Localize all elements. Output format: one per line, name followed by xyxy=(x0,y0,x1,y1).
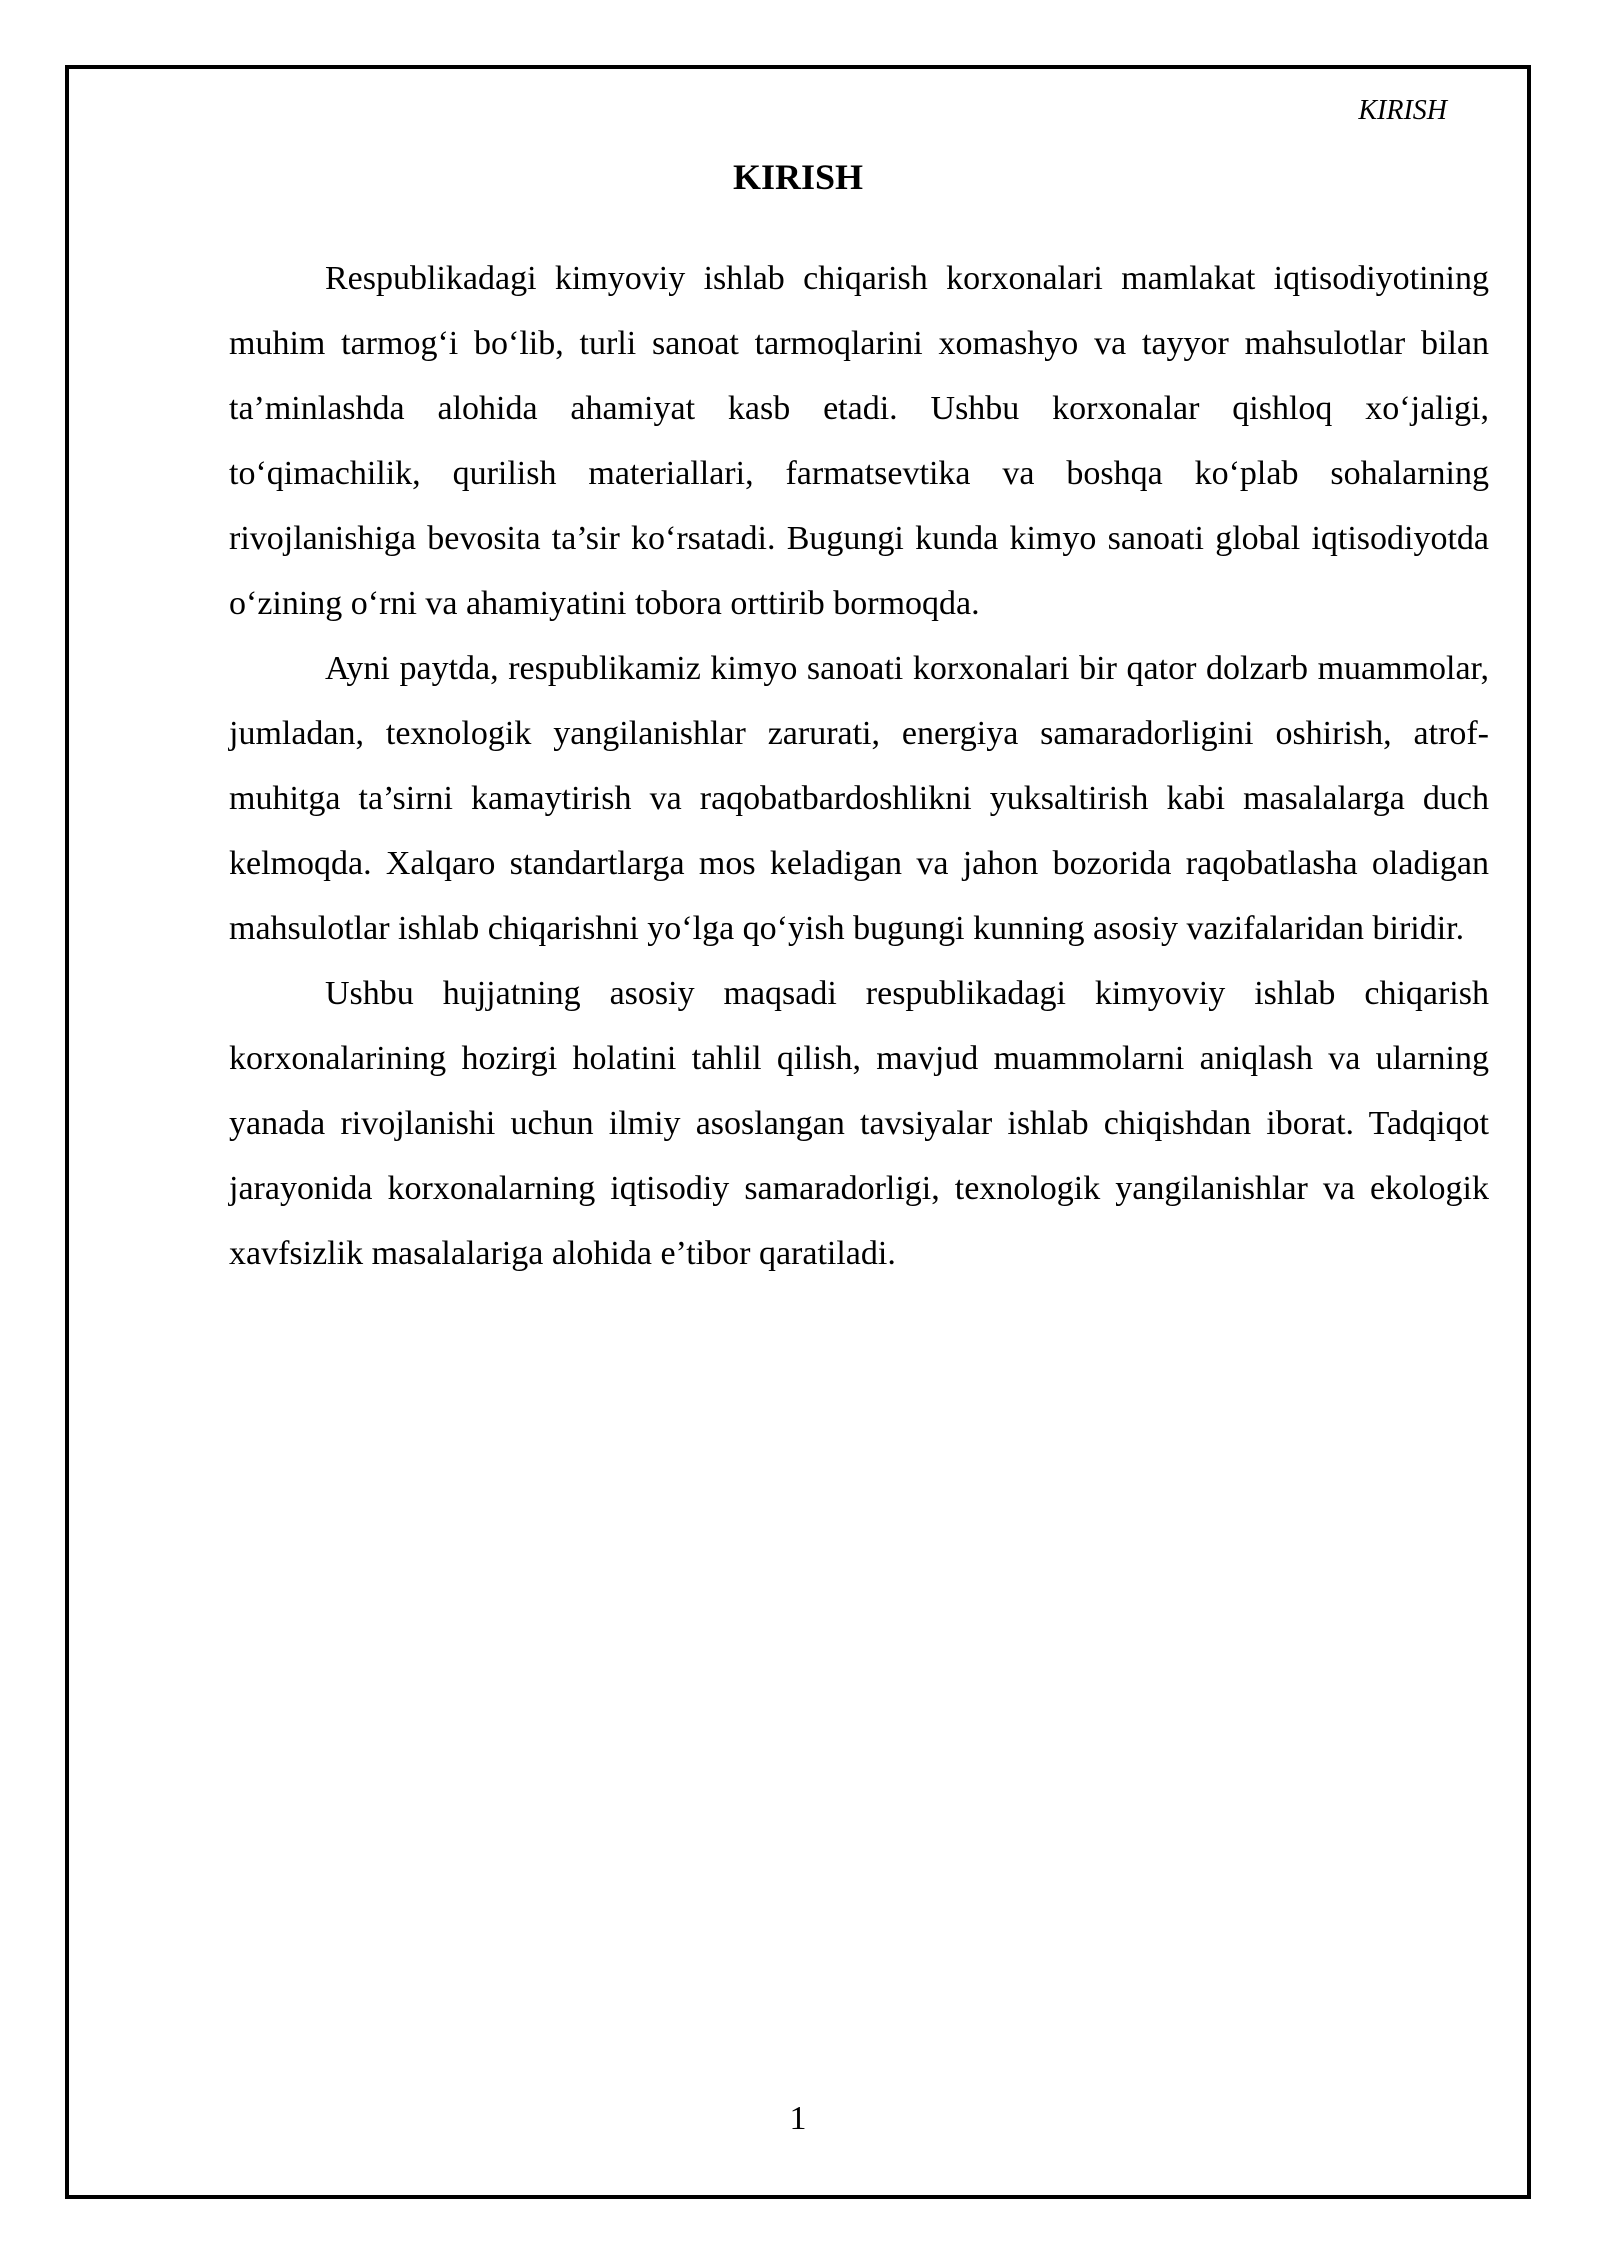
running-header: KIRISH xyxy=(1358,95,1447,126)
page-frame xyxy=(65,65,1531,2199)
body-text xyxy=(229,246,1489,1286)
page-title: KIRISH xyxy=(732,157,864,197)
page-number: 1 xyxy=(789,2100,807,2137)
paragraph-3: Ushbu hujjatning asosiy maqsadi respublikadagi kimyoviy ishlab chiqarish korxonalarining hozirgi holatini tahlil qilish, mavjud muammolarni aniqlash va ularning yanada rivojlanishi uchun ilmiy asoslangan tavsiyalar ishlab chiqishdan iborat. Tadqiqot jarayonida korxonalarning iqtisodiy samaradorligi, texnologik yangilanishlar va ekologik xavfsizlik masalalariga alohida e’tibor qaratiladi. xyxy=(229,975,1489,1272)
paragraph-1: Respublikadagi kimyoviy ishlab chiqarish korxonalari mamlakat iqtisodiyotining muhim tarmog‘i bo‘lib, turli sanoat tarmoqlarini xomashyo va tayyor mahsulotlar bilan ta’minlashda alohida ahamiyat kasb etadi. Ushbu korxonalar qishloq xo‘jaligi, to‘qimachilik, qurilish materiallari, farmatsevtika va boshqa ko‘plab sohalarning rivojlanishiga bevosita ta’sir ko‘rsatadi. Bugungi kunda kimyo sanoati global iqtisodiyotda o‘zining o‘rni va ahamiyatini tobora orttirib bormoqda. xyxy=(229,260,1489,622)
paragraph-2: Ayni paytda, respublikamiz kimyo sanoati korxonalari bir qator dolzarb muammolar, jumladan, texnologik yangilanishlar zarurati, energiya samaradorligini oshirish, atrof-muhitga ta’sirni kamaytirish va raqobatbardoshlikni yuksaltirish kabi masalalarga duch kelmoqda. Xalqaro standartlarga mos keladigan va jahon bozorida raqobatlasha oladigan mahsulotlar ishlab chiqarishni yo‘lga qo‘yish bugungi kunning asosiy vazifalaridan biridir. xyxy=(229,650,1489,947)
